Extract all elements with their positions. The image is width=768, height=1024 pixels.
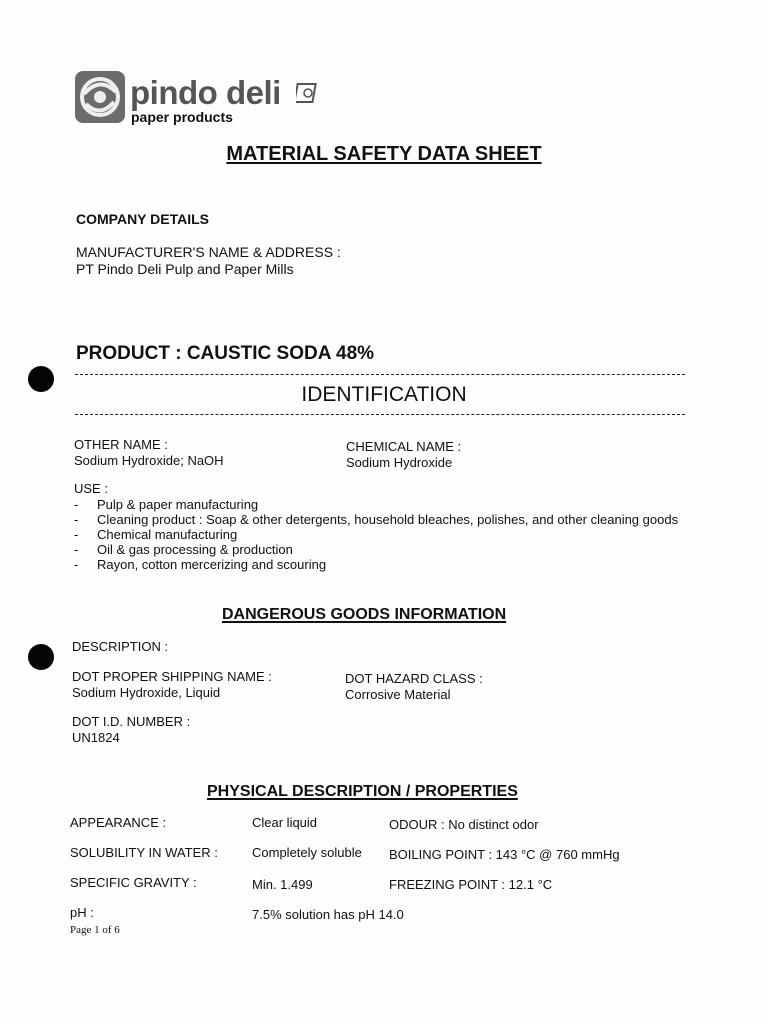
chemical-name-value: Sodium Hydroxide [346,455,453,470]
company-logo [74,70,334,130]
solubility-label: SOLUBILITY IN WATER : [70,845,218,860]
logo-tagline: paper products [131,109,233,125]
dot-id-value: UN1824 [72,730,120,745]
use-label: USE : [74,481,108,496]
logo-wordmark: pindo deli [130,74,281,111]
use-item: - Pulp & paper manufacturing [74,497,684,512]
ph-label: pH : [70,905,94,920]
odour-text: ODOUR : No distinct odor [389,817,539,832]
other-name-value: Sodium Hydroxide; NaOH [74,453,224,468]
use-item: - Oil & gas processing & production [74,542,684,557]
manufacturer-value: PT Pindo Deli Pulp and Paper Mills [76,261,294,277]
physical-heading: PHYSICAL DESCRIPTION / PROPERTIES [207,783,518,800]
dangerous-goods-heading: DANGEROUS GOODS INFORMATION [222,606,507,623]
use-item: - Cleaning product : Soap & other detergents, household bleaches, polishes, and other cleaning goods [74,512,684,527]
description-label: DESCRIPTION : [72,639,169,654]
punch-hole-bottom [28,644,54,670]
document-title: MATERIAL SAFETY DATA SHEET [226,143,542,165]
logo-swirl-icon [74,70,126,124]
manufacturer-label: MANUFACTURER'S NAME & ADDRESS : [76,244,341,260]
specific-gravity-label: SPECIFIC GRAVITY : [70,875,197,890]
hazard-class-label: DOT HAZARD CLASS : [345,671,483,686]
use-list [74,497,684,572]
solubility-value: Completely soluble [252,845,362,860]
use-item: - Chemical manufacturing [74,527,684,542]
ph-value: 7.5% solution has pH 14.0 [252,907,404,922]
shipping-name-value: Sodium Hydroxide, Liquid [72,685,221,700]
appearance-label: APPEARANCE : [70,815,167,830]
page-number: Page 1 of 6 [70,924,120,936]
product-heading: PRODUCT : CAUSTIC SODA 48% [76,343,375,364]
shipping-name-label: DOT PROPER SHIPPING NAME : [72,669,272,684]
appearance-value: Clear liquid [252,815,318,830]
chemical-name-label: CHEMICAL NAME : [346,439,462,454]
divider-top [75,374,685,375]
freezing-point-text: FREEZING POINT : 12.1 °C [389,877,553,892]
dot-id-label: DOT I.D. NUMBER : [72,714,191,729]
hazard-class-value: Corrosive Material [345,687,451,702]
boiling-point-text: BOILING POINT : 143 °C @ 760 mmHg [389,847,620,862]
company-details-heading: COMPANY DETAILS [76,211,210,227]
logo-mark-icon [296,82,318,104]
specific-gravity-value: Min. 1.499 [252,877,313,892]
identification-heading: IDENTIFICATION [301,383,467,406]
other-name-label: OTHER NAME : [74,437,168,452]
use-item: - Rayon, cotton mercerizing and scouring [74,557,684,572]
divider-bottom [75,414,685,415]
